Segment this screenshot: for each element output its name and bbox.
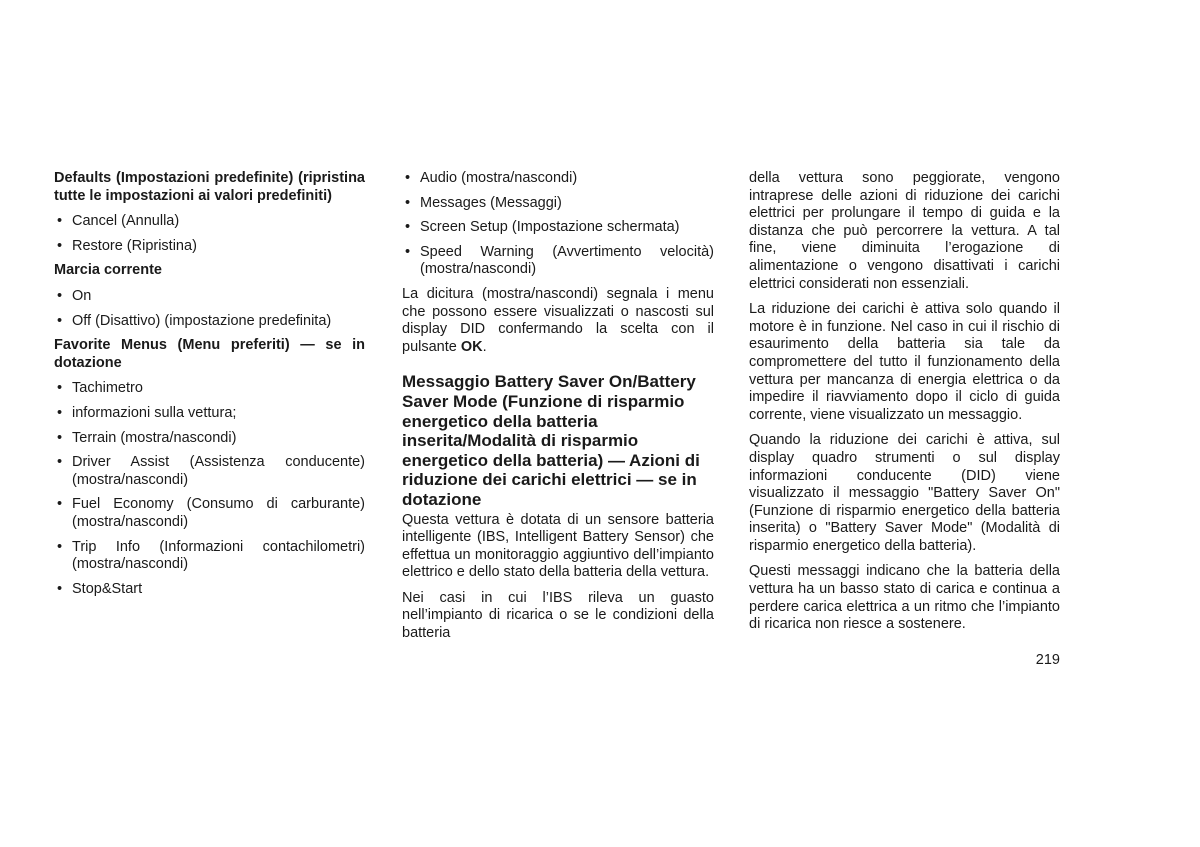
favorite-menus-list xyxy=(54,380,365,598)
list-item: • On xyxy=(54,288,365,306)
marcia-list xyxy=(54,288,365,330)
defaults-list xyxy=(54,213,365,255)
list-item: • Trip Info (Informazioni contachilometri) (mostra/nascondi) xyxy=(54,539,365,574)
list-item: • Off (Disattivo) (impostazione predefinita) xyxy=(54,313,365,331)
ok-label: OK xyxy=(460,338,483,355)
list-item: • Tachimetro xyxy=(54,380,365,398)
show-hide-note xyxy=(402,286,714,356)
list-item: • Screen Setup (Impostazione schermata) xyxy=(402,219,714,237)
low-charge-paragraph: Questi messaggi indicano che la batteria della vettura ha un basso stato di carica e continua a perdere carica elettrica a un ritmo che l’impianto di ricarica non riesce a sostenere. xyxy=(749,563,1060,633)
list-item: • Driver Assist (Assistenza conducente) (mostra/nascondi) xyxy=(54,454,365,489)
left-column xyxy=(54,170,365,605)
list-item: • Cancel (Annulla) xyxy=(54,213,365,231)
ibs-fault-paragraph: Nei casi in cui l’IBS rileva un guasto nell’impianto di ricarica o se le condizioni della batteria xyxy=(402,589,714,642)
note-text: La dicitura (mostra/nascondi) segnala i menu che possono essere visualizzati o nascosti sul display DID confermando la scelta con il pulsante xyxy=(402,285,714,355)
marcia-corrente-heading: Marcia corrente xyxy=(54,262,162,279)
note-end: . xyxy=(482,338,487,355)
list-item: • informazioni sulla vettura; xyxy=(54,405,365,423)
middle-column xyxy=(402,170,714,651)
list-item: • Fuel Economy (Consumo di carburante) (mostra/nascondi) xyxy=(54,496,365,531)
page-number: 219 xyxy=(1035,652,1060,668)
menu-items-list xyxy=(402,170,714,279)
right-column xyxy=(749,170,1060,642)
list-item: • Audio (mostra/nascondi) xyxy=(402,170,714,188)
defaults-heading: Defaults (Impostazioni predefinite) (ripristina tutte le impostazioni ai valori predefiniti) xyxy=(54,170,365,204)
ibs-paragraph: Questa vettura è dotata di un sensore batteria intelligente (IBS, Intelligent Battery Sensor) che effettua un monitoraggio aggiuntivo dell’impianto elettrico e dello stato della batteria della vettura. xyxy=(402,511,714,581)
list-item: • Restore (Ripristina) xyxy=(54,238,365,256)
list-item: • Stop&Start xyxy=(54,581,365,599)
list-item: • Messages (Messaggi) xyxy=(402,195,714,213)
list-item: • Speed Warning (Avvertimento velocità) (mostra/nascondi) xyxy=(402,244,714,279)
list-item: • Terrain (mostra/nascondi) xyxy=(54,430,365,448)
battery-saver-message-paragraph: Quando la riduzione dei carichi è attiva, sul display quadro strumenti o sul display informazioni conducente (DID) viene visualizzato il messaggio "Battery Saver On" (Funzione di risparmio energetico della batteria inserita) o "Battery Saver Mode" (Modalità di risparmio energetico della batteria). xyxy=(749,432,1060,554)
battery-saver-section-heading: Messaggio Battery Saver On/Battery Saver Mode (Funzione di risparmio energetico della batteria inserita/Modalità di risparmio energetico della batteria) — Azioni di riduzione dei carichi elettrici — se in dotazione xyxy=(402,372,700,509)
engine-running-paragraph: La riduzione dei carichi è attiva solo quando il motore è in funzione. Nel caso in cui il rischio di esaurimento della batteria sia tale da compromettere del tutto il funzionamento della vettura per mancanza di energia elettrica o da impedire il riavviamento dopo il ciclo di guida corrente, viene visualizzato un messaggio. xyxy=(749,301,1060,423)
favorite-menus-heading: Favorite Menus (Menu preferiti) — se in dotazione xyxy=(54,337,365,371)
load-reduction-paragraph: della vettura sono peggiorate, vengono intraprese delle azioni di riduzione dei carichi elettrici per prolungare il tempo di guida e la distanza che può percorrere la vettura. A tal fine, viene diminuita l’erogazione di alimentazione o vengono disattivati i carichi elettrici considerati non essenziali. xyxy=(749,170,1060,292)
